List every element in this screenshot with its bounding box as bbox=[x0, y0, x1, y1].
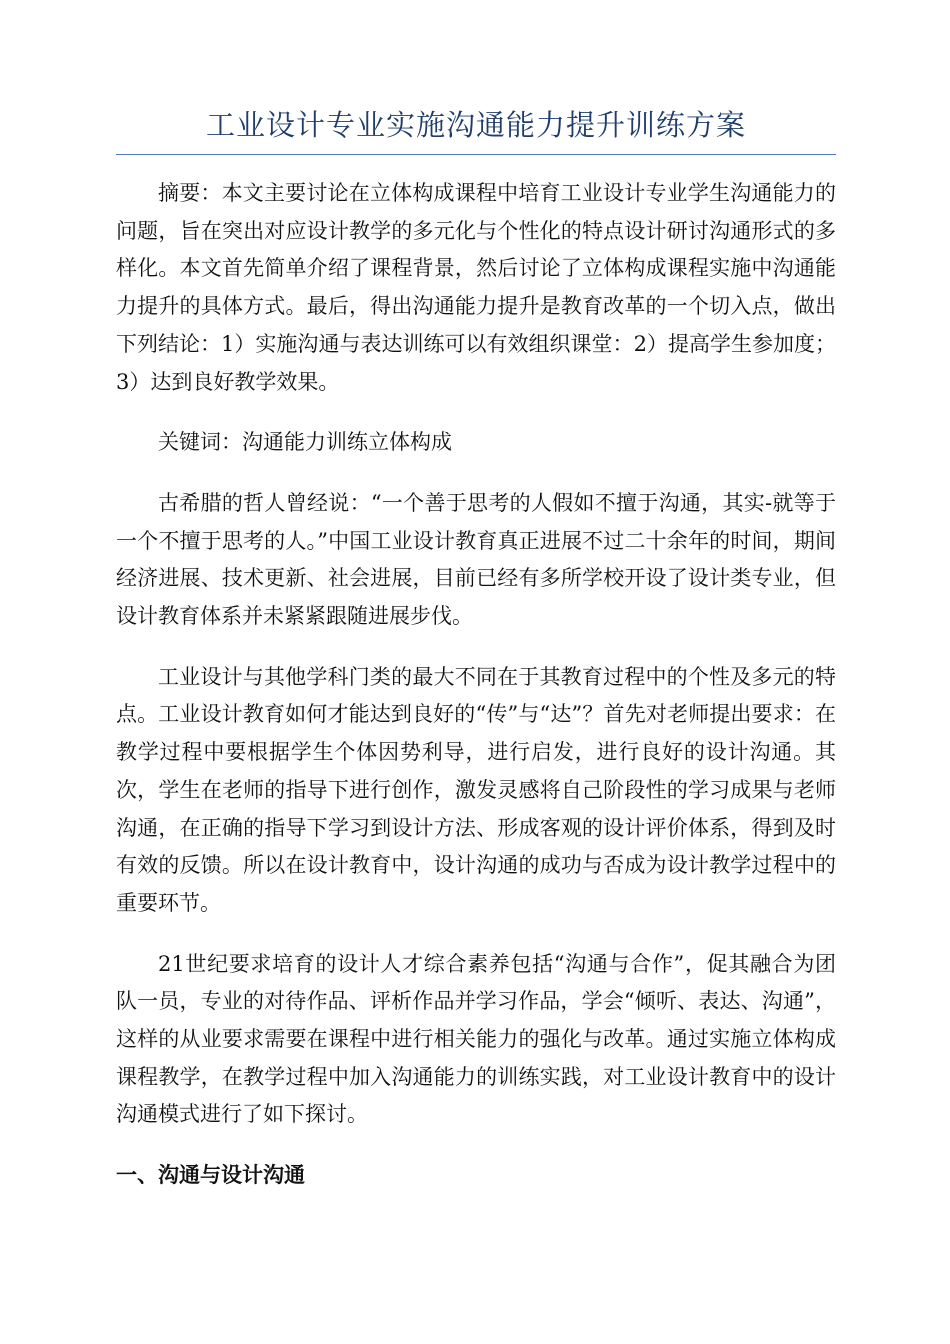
section-heading: 一、沟通与设计沟通 bbox=[116, 1163, 305, 1188]
document-page bbox=[116, 100, 836, 1194]
abstract-paragraph: 摘要：本文主要讨论在立体构成课程中培育工业设计专业学生沟通能力的问题，旨在突出对应设计教学的多元化与个性化的特点设计研讨沟通形式的多样化。本文首先简单介绍了课程背景，然后讨论了立体构成课程实施中沟通能力提升的具体方式。最后，得出沟通能力提升是教育改革的一个切入点，做出下列结论：1）实施沟通与表达训练可以有效组织课堂：2）提高学生参加度；3）达到良好教学效果。 bbox=[116, 181, 836, 394]
body-paragraph: 古希腊的哲人曾经说：“一个善于思考的人假如不擅于沟通，其实-就等于一个不擅于思考的人。”中国工业设计教育真正进展不过二十余年的时间，期间经济进展、技术更新、社会进展，目前已经有多所学校开设了设计类专业，但设计教育体系并未紧紧跟随进展步伐。 bbox=[116, 490, 836, 629]
document-title: 工业设计专业实施沟通能力提升训练方案 bbox=[205, 108, 746, 142]
body-paragraph: 工业设计与其他学科门类的最大不同在于其教育过程中的个性及多元的特点。工业设计教育如何才能达到良好的“传”与“达”？首先对老师提出要求：在教学过程中要根据学生个体因势利导，进行启发，进行良好的设计沟通。其次，学生在老师的指导下进行创作，激发灵感将自己阶段性的学习成果与老师沟通，在正确的指导下学习到设计方法、形成客观的设计评价体系，得到及时有效的反馈。所以在设计教育中，设计沟通的成功与否成为设计教学过程中的重要环节。 bbox=[116, 664, 836, 915]
keywords-paragraph: 关键词：沟通能力训练立体构成 bbox=[158, 430, 452, 455]
body-paragraph: 21世纪要求培育的设计人才综合素养包括“沟通与合作”，促其融合为团队一员，专业的对待作品、评析作品并学习作品，学会“倾听、表达、沟通”，这样的从业要求需要在课程中进行相关能力的强化与改革。通过实施立体构成课程教学，在教学过程中加入沟通能力的训练实践，对工业设计教育中的设计沟通模式进行了如下探讨。 bbox=[116, 951, 836, 1127]
title-block bbox=[116, 100, 836, 155]
